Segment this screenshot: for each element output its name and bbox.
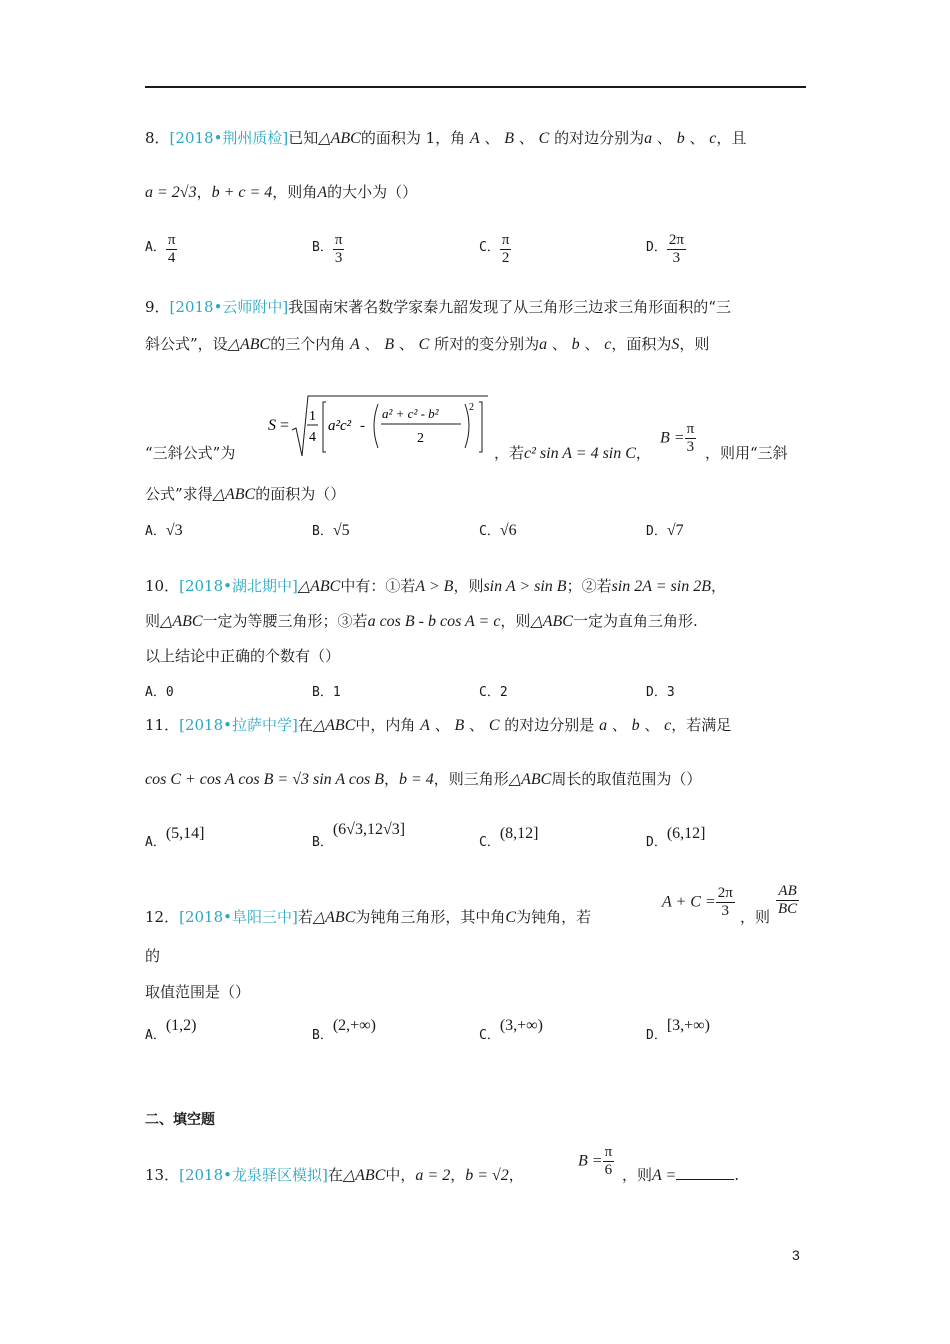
- q8-option-d: D． $\frac{2\pi}{3}$: [646, 232, 684, 266]
- q9-line3-right: ，若c² sin A = 4 sin C，: [494, 444, 651, 462]
- q9-line2: 斜公式”，设△ABC的三个内角 A 、 B 、 C 所对的变分别为a 、 b 、 c，面积为S，则: [145, 335, 710, 353]
- q9-option-c: C．√6: [479, 522, 517, 539]
- q13-answer: ，则A = .: [622, 1166, 740, 1184]
- q8-option-b: B． $\frac{\pi}{3}$: [312, 232, 343, 266]
- q12-ratio: $\frac{AB}{BC}$: [778, 883, 798, 917]
- section-title: 二、填空题: [145, 1112, 215, 1128]
- q10-option-d: D．3: [646, 685, 675, 700]
- q9-option-d: D．√7: [646, 522, 684, 539]
- q12-line2: 的: [145, 947, 161, 965]
- q11-option-c: C．(8,12]: [479, 825, 539, 850]
- q12-option-a: A．(1,2): [145, 1017, 197, 1043]
- q10-line2: 则△ABC一定为等腰三角形；③若a cos B - b cos A = c，则△ABC一定为直角三角形.: [145, 612, 698, 630]
- q10-source-tag: [2018•湖北期中]: [179, 577, 298, 595]
- answer-blank[interactable]: [676, 1179, 734, 1180]
- svg-text:1: 1: [309, 409, 316, 424]
- q9-option-a: A．√3: [145, 522, 183, 539]
- q8-source-tag: [2018•荆州质检]: [169, 129, 289, 147]
- q11-option-a: A．(5,14]: [145, 825, 205, 850]
- q9-line3-tail: ，则用“三斜: [705, 444, 788, 462]
- svg-text:2: 2: [469, 402, 474, 413]
- q9-source-tag: [2018•云师附中]: [169, 298, 289, 316]
- q9-line1: 9．[2018•云师附中]我国南宋著名数学家秦九韶发现了从三角形三边求三角形面积的“三: [145, 298, 731, 316]
- q12-option-c: C．(3,+∞): [479, 1017, 543, 1043]
- q13-b-condition: B = $\frac{\pi}{6}$: [578, 1144, 613, 1178]
- svg-text:a²c²: a²c²: [328, 418, 352, 434]
- q11-line2: cos C + cos A cos B = √3 sin A cos B，b = 4，则三角形△ABC周长的取值范围为（）: [145, 770, 702, 788]
- q10-line1: 10．[2018•湖北期中]△ABC中有：①若A > B，则sin A > sin B；②若sin 2A = sin 2B，: [145, 577, 726, 595]
- q9-line4: 公式”求得△ABC的面积为（）: [145, 485, 346, 503]
- q11-option-d: D．(6,12]: [646, 825, 706, 850]
- q10-option-b: B．1: [312, 685, 341, 700]
- q13-line1: 13．[2018•龙泉驿区模拟]在△ABC中，a = 2，b = √2，: [145, 1166, 524, 1184]
- q12-then: ，则: [740, 908, 771, 926]
- q10-option-c: C．2: [479, 685, 508, 700]
- header-rule: [145, 86, 806, 88]
- svg-text:2: 2: [417, 431, 424, 446]
- q13-source-tag: [2018•龙泉驿区模拟]: [179, 1166, 328, 1184]
- page-number: 3: [792, 1247, 800, 1263]
- q10-option-a: A．0: [145, 685, 174, 700]
- svg-text:=: =: [280, 417, 290, 434]
- q10-line3: 以上结论中正确的个数有（）: [145, 647, 341, 665]
- svg-text:a² + c² - b²: a² + c² - b²: [382, 406, 439, 421]
- q12-source-tag: [2018•阜阳三中]: [179, 908, 298, 926]
- q12-option-b: B．(2,+∞): [312, 1017, 376, 1043]
- q8-line2: a = 2√3，b + c = 4，则角A的大小为（）: [145, 183, 418, 201]
- q12-sum-condition: A + C = $\frac{2\pi}{3}$: [662, 885, 733, 919]
- q8-option-c: C． $\frac{\pi}{2}$: [479, 232, 510, 266]
- q11-source-tag: [2018•拉萨中学]: [179, 716, 298, 734]
- q12-option-d: D．[3,+∞): [646, 1017, 710, 1043]
- q9-b-condition: B = $\frac{\pi}{3}$: [660, 421, 695, 455]
- svg-text:4: 4: [309, 430, 316, 445]
- q8-option-a: A． $\frac{\pi}{4}$: [145, 232, 176, 266]
- q8-line1: 8．[2018•荆州质检]已知△ABC的面积为 1，角 A 、 B 、 C 的对边分别为a 、 b 、 c，且: [145, 129, 747, 147]
- q9-formula: [262, 392, 494, 462]
- q11-line1: 11．[2018•拉萨中学]在△ABC中，内角 A 、 B 、 C 的对边分别是 a 、 b 、 c，若满足: [145, 716, 732, 734]
- q9-line3-left: “三斜公式”为: [145, 444, 236, 462]
- svg-text:-: -: [360, 418, 365, 434]
- q12-line3: 取值范围是（）: [145, 983, 251, 1001]
- svg-text:S: S: [268, 417, 276, 434]
- q12-line1: 12．[2018•阜阳三中]若△ABC为钝角三角形，其中角C为钝角，若: [145, 908, 592, 926]
- q11-option-b: B．(6√3,12√3]: [312, 821, 406, 850]
- q9-option-b: B．√5: [312, 522, 350, 539]
